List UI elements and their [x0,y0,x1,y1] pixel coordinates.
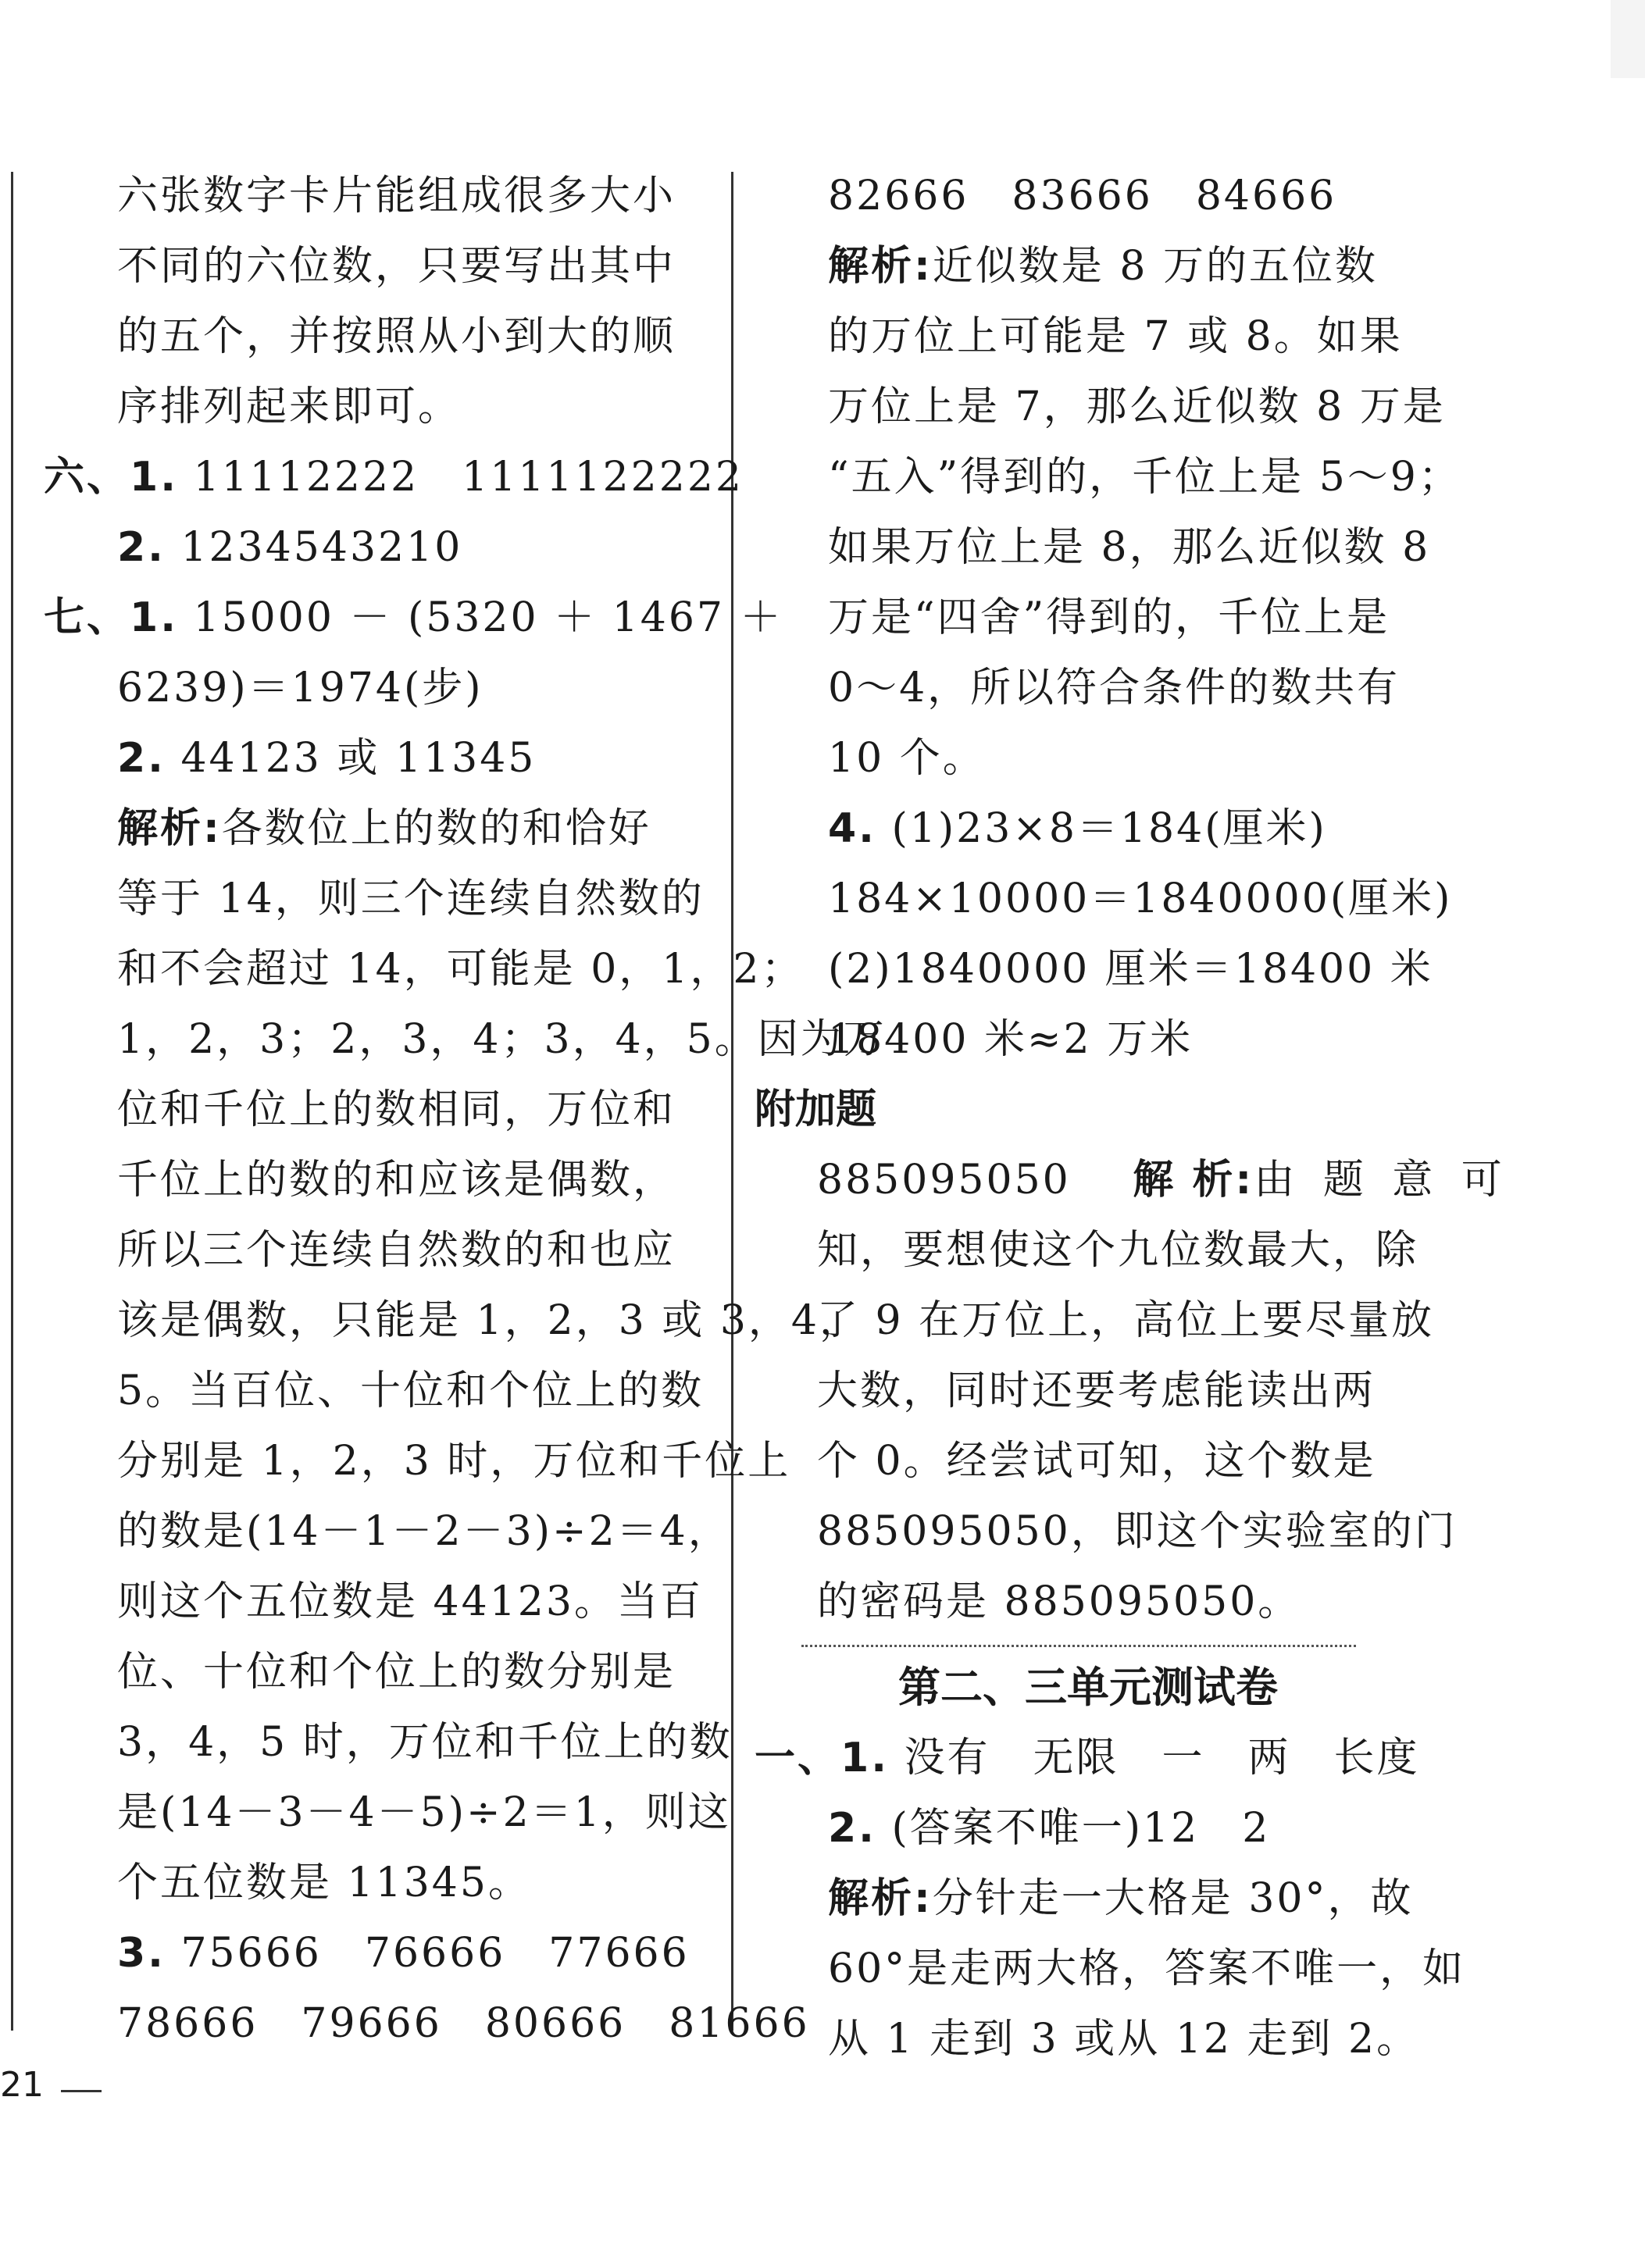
item4 [828,793,1327,864]
s1-item2 [828,1793,1270,1863]
analysis-line: 万位上是 7，那么近似数 8 万是 [828,383,1446,430]
bonus-line: 大数，同时还要考虑能读出两 [817,1368,1376,1414]
analysis-label: 解析: [828,243,933,290]
answer-text: (答案不唯一)12 2 [891,1805,1271,1852]
s1-item1 [755,1723,1420,1793]
q7-item3-cont: 78666 79666 80666 81666 [117,2000,810,2047]
analysis-line: 千位上的数的和应该是偶数， [117,1157,676,1204]
analysis-line: 3，4，5 时，万位和千位上的数 [117,1719,733,1766]
page-number: 21 [0,2065,44,2105]
unit-test-title: 第二、三单元测试卷 [898,1663,1278,1712]
section-number: 六、 [44,454,130,501]
analysis-line: 和不会超过 14，可能是 0，1，2； [117,946,805,993]
item-number: 3. [117,1930,166,1977]
answer-text: 15000 － (5320 ＋ 1467 ＋ [193,594,783,641]
intro-line: 六张数字卡片能组成很多大小 [117,173,676,219]
analysis-line: 分别是 1，2，3 时，万位和千位上 [117,1438,791,1485]
q7-item1 [44,583,783,653]
intro-line: 序排列起来即可。 [117,383,462,430]
bonus-line [817,1145,1510,1215]
analysis-line: 10 个。 [828,735,986,782]
answer-text: 没有 无限 一 两 长度 [904,1735,1420,1781]
page-number-dash [61,2090,102,2092]
item-number: 2. [117,524,166,571]
answer-text: 44123 或 11345 [180,735,537,782]
answer-text: 11112222 1111122222 [193,454,744,501]
analysis-line: 是(14－3－4－5)÷2＝1，则这 [117,1789,731,1836]
analysis-line: “五入”得到的，千位上是 5～9； [828,454,1461,501]
q6-item2 [117,512,462,583]
analysis-line: 的万位上可能是 7 或 8。如果 [828,313,1403,360]
item4-line: (2)1840000 厘米＝18400 米 [828,946,1433,993]
analysis-line: 0～4，所以符合条件的数共有 [828,665,1401,711]
bonus-line: 的密码是 885095050。 [817,1578,1301,1625]
analysis-label: 解 析: [1133,1157,1254,1204]
bonus-line: 个 0。经尝试可知，这个数是 [817,1438,1376,1485]
item-number: 1. [130,594,178,641]
item-number: 1. [130,454,178,501]
left-margin-rule [11,172,13,2031]
analysis-label: 解析: [117,805,222,852]
analysis-line: 如果万位上是 8，那么近似数 8 [828,524,1431,571]
q6-item1 [44,442,744,512]
item-number: 4. [828,805,876,852]
item3-cont: 82666 83666 84666 [828,173,1337,219]
analysis-line: 位和千位上的数相同，万位和 [117,1086,676,1133]
bonus-line: 了 9 在万位上，高位上要尽量放 [817,1297,1435,1344]
answer-text: 1234543210 [180,524,463,571]
analysis-line [828,1863,1414,1934]
analysis-line [117,793,651,864]
analysis-line: 从 1 走到 3 或从 12 走到 2。 [828,2016,1420,2063]
section-number: 一、 [755,1735,841,1781]
answer-text: (1)23×8＝184(厘米) [891,805,1327,852]
analysis-line: 5。当百位、十位和个位上的数 [117,1368,705,1414]
analysis-line [828,231,1378,301]
answer-text: 75666 76666 77666 [180,1930,690,1977]
analysis-text: 近似数是 8 万的五位数 [932,243,1378,290]
analysis-text: 各数位上的数的和恰好 [221,805,651,852]
bonus-line: 知，要想使这个九位数最大，除 [817,1227,1419,1274]
analysis-line: 所以三个连续自然数的和也应 [117,1227,676,1274]
q7-item2 [117,723,536,793]
q7-item1-cont: 6239)＝1974(步) [117,665,484,711]
dotted-separator [801,1645,1356,1647]
analysis-line: 等于 14，则三个连续自然数的 [117,875,705,922]
analysis-line: 则这个五位数是 44123。当百 [117,1578,703,1625]
bonus-heading: 附加题 [755,1086,877,1133]
analysis-line: 的数是(14－1－2－3)÷2＝4， [117,1508,731,1555]
intro-line: 的五个，并按照从小到大的顺 [117,313,676,360]
item-number: 1. [840,1735,889,1781]
analysis-text: 分针走一大格是 30°，故 [932,1875,1414,1922]
analysis-line: 该是偶数，只能是 1，2，3 或 3，4， [117,1297,863,1344]
analysis-label: 解析: [828,1875,933,1922]
intro-line: 不同的六位数，只要写出其中 [117,243,676,290]
item-number: 2. [117,735,166,782]
analysis-line: 万是“四舍”得到的，千位上是 [828,594,1390,641]
analysis-line: 位、十位和个位上的数分别是 [117,1649,676,1696]
analysis-line: 个五位数是 11345。 [117,1860,531,1906]
item4-line: 18400 米≈2 万米 [828,1016,1194,1063]
item-number: 2. [828,1805,876,1852]
section-number: 七、 [44,594,130,641]
analysis-text: 由 题 意 可 [1254,1157,1510,1204]
q7-item3 [117,1918,690,1988]
page-corner-shade [1611,0,1645,78]
analysis-line: 1，2，3；2，3，4；3，4，5。因为万 [117,1016,887,1063]
bonus-answer: 885095050 [817,1157,1071,1204]
item4-line: 184×10000＝1840000(厘米) [828,875,1453,922]
analysis-line: 60°是走两大格，答案不唯一，如 [828,1945,1466,1992]
bonus-line: 885095050，即这个实验室的门 [817,1508,1458,1555]
